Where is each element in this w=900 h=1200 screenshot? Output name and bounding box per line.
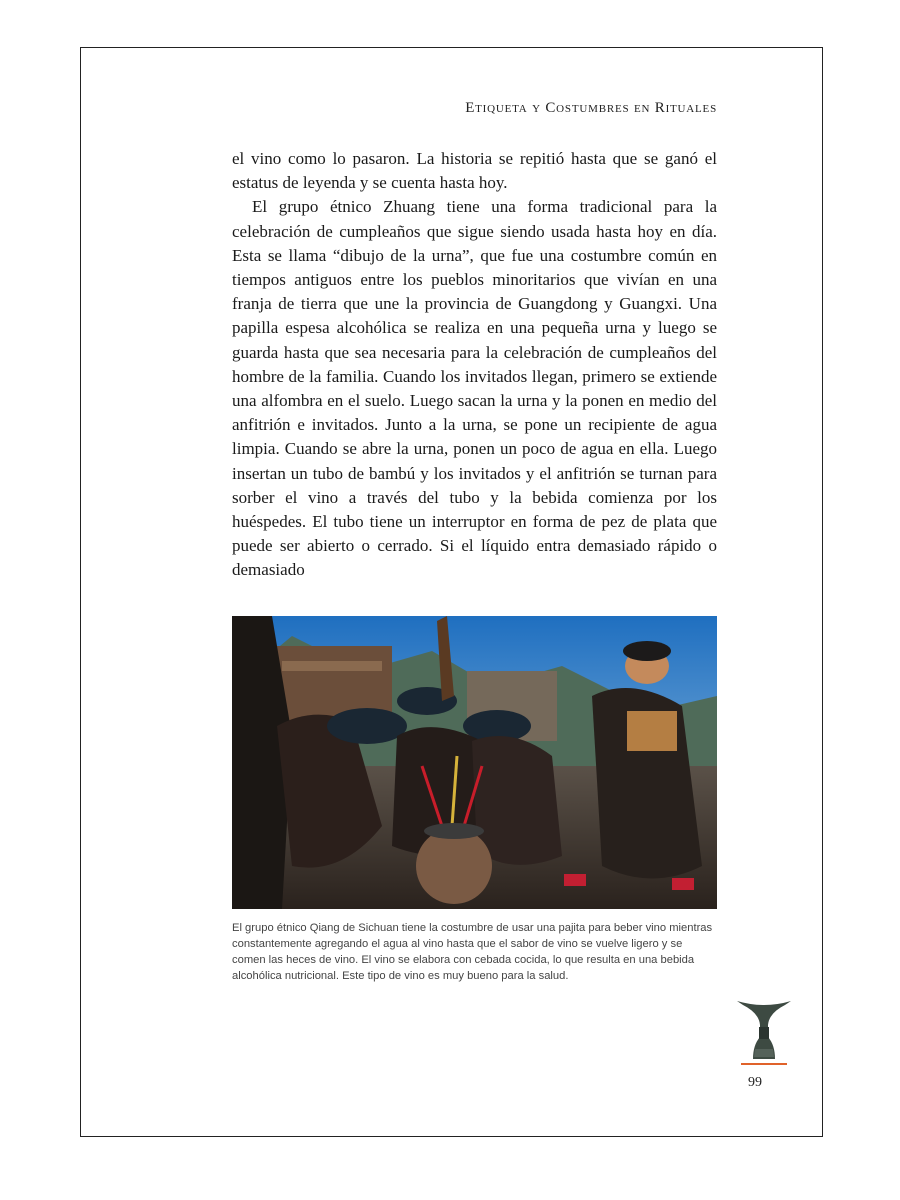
page-number: 99 xyxy=(748,1075,762,1090)
paragraph-continued: el vino como lo pasaron. La historia se repitió hasta que se ganó el estatus de leyenda y se cuenta hasta hoy. xyxy=(232,149,717,193)
paragraph-zhuang: El grupo étnico Zhuang tiene una forma tradicional para la celebración de cumpleaños que sigue siendo usada hasta hoy en día. Esta se llama “dibujo de la urna”, que fue una costumbre común en tiempos antiguos entre los pueblos minoritarios que vivían en una franja de tierra que une la provincia de Guangdong y Guangxi. Una papilla espesa alcohólica se realiza en una pequeña urna y luego se guarda hasta que sea necesaria para la celebración de cumpleaños del hombre de la familia. Cuando los invitados llegan, primero se extiende una alfombra en el suelo. Luego sacan la urna y la ponen en medio del anfitrión e invitados. Junto a la urna, se pone un recipiente de agua limpia. Cuando se abre la urna, ponen un poco de agua en ella. Luego insertan un tubo de bambú y los invitados y el anfitrión se turnan para sorber el vino a través del tubo y la bebida comienza por los huéspedes. El tubo tiene un interruptor en forma de pez de plata que puede ser abierto o cerrado. Si el líquido entra demasiado rápido o demasiado xyxy=(232,197,717,580)
bronze-vessel-icon xyxy=(735,997,793,1067)
photo-qiang-drinking-ceremony xyxy=(232,616,717,909)
photo-caption: El grupo étnico Qiang de Sichuan tiene la costumbre de usar una pajita para beber vino mientras constantemente agregando el agua al vino hasta que el sabor de vino se vuelve ligero y se comen las heces de vino. El vino se elabora con cebada cocida, lo que resulta en una bebida alcohólica nutricional. Este tipo de vino es muy bueno para la salud. xyxy=(232,922,713,982)
body-text xyxy=(232,147,717,583)
running-header: Etiqueta y Costumbres en Rituales xyxy=(465,100,717,116)
